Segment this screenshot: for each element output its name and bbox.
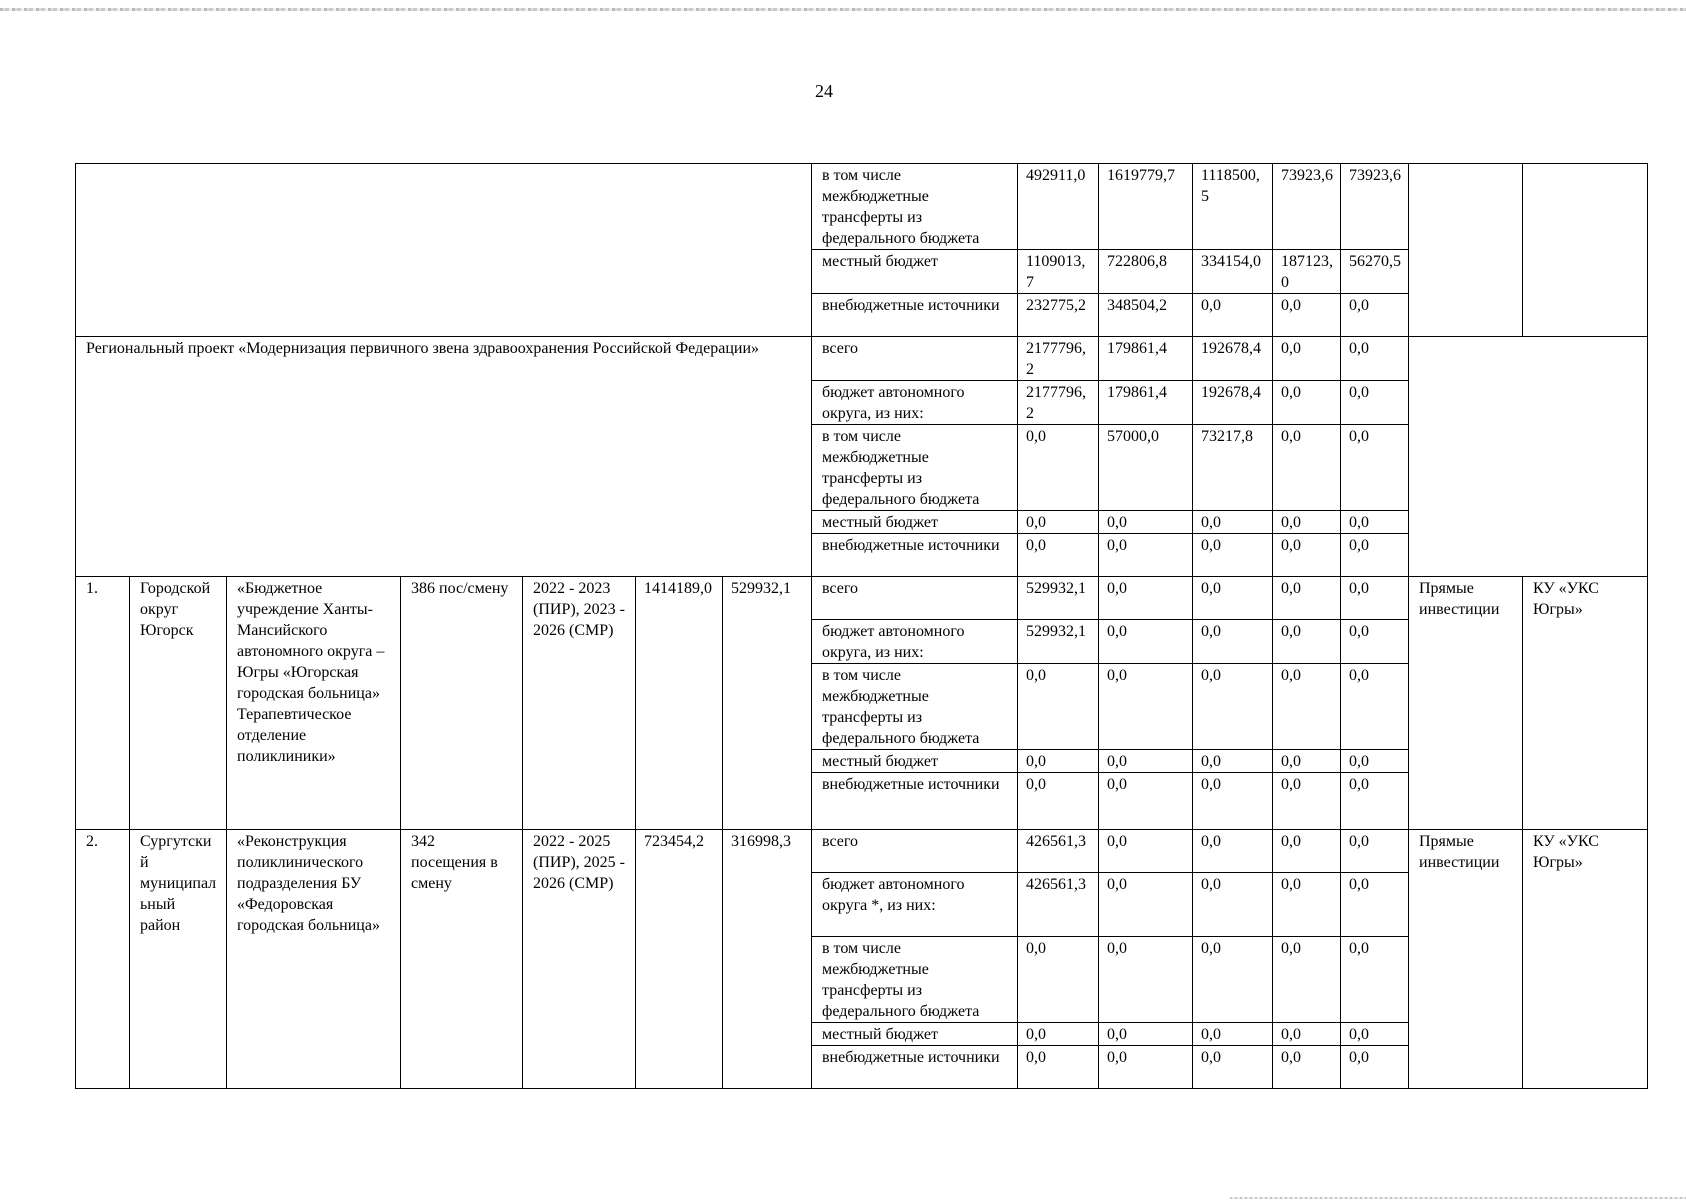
value-cell: 0,0 (1273, 620, 1341, 664)
funding-source-label: местный бюджет (812, 1023, 1018, 1046)
value-cell: 0,0 (1341, 534, 1409, 577)
funding-source-label: бюджет автономного округа *, из них: (812, 873, 1018, 937)
value-cell: 232775,2 (1018, 294, 1099, 337)
value-cell: 348504,2 (1099, 294, 1193, 337)
value-cell: 0,0 (1273, 381, 1341, 425)
blank-cell (1523, 164, 1648, 337)
object-capacity: 386 пос/смену (401, 577, 523, 830)
value-cell: 1619779,7 (1099, 164, 1193, 250)
value-cell: 0,0 (1018, 937, 1099, 1023)
value-cell: 0,0 (1193, 1023, 1273, 1046)
object-remaining-cost: 529932,1 (723, 577, 812, 830)
value-cell: 0,0 (1193, 750, 1273, 773)
object-number: 2. (76, 830, 130, 1089)
funding-source-label: всего (812, 830, 1018, 873)
funding-source-label: в том числе межбюджетные трансферты из федерального бюджета (812, 664, 1018, 750)
funding-source-label: в том числе межбюджетные трансферты из федерального бюджета (812, 425, 1018, 511)
value-cell: 0,0 (1341, 294, 1409, 337)
value-cell: 0,0 (1018, 425, 1099, 511)
value-cell: 0,0 (1341, 773, 1409, 830)
table-row (76, 830, 1648, 873)
value-cell: 0,0 (1341, 381, 1409, 425)
value-cell: 0,0 (1273, 937, 1341, 1023)
object-municipality: Сургутский муниципальный район (130, 830, 227, 1089)
funding-source-label: внебюджетные источники (812, 773, 1018, 830)
funding-source-label: внебюджетные источники (812, 294, 1018, 337)
value-cell: 57000,0 (1099, 425, 1193, 511)
value-cell: 0,0 (1099, 830, 1193, 873)
table-row (76, 164, 1648, 250)
value-cell: 73923,6 (1341, 164, 1409, 250)
funding-source-label: в том числе межбюджетные трансферты из федерального бюджета (812, 164, 1018, 250)
value-cell: 0,0 (1273, 534, 1341, 577)
value-cell: 0,0 (1099, 937, 1193, 1023)
value-cell: 0,0 (1341, 750, 1409, 773)
value-cell: 0,0 (1341, 664, 1409, 750)
value-cell: 0,0 (1341, 425, 1409, 511)
value-cell: 0,0 (1018, 1023, 1099, 1046)
value-cell: 0,0 (1273, 511, 1341, 534)
value-cell: 0,0 (1273, 750, 1341, 773)
funding-source-label: местный бюджет (812, 250, 1018, 294)
value-cell: 0,0 (1273, 873, 1341, 937)
value-cell: 0,0 (1018, 511, 1099, 534)
value-cell: 0,0 (1193, 294, 1273, 337)
funding-source-label: местный бюджет (812, 511, 1018, 534)
object-remaining-cost: 316998,3 (723, 830, 812, 1089)
value-cell: 0,0 (1099, 1046, 1193, 1089)
value-cell: 0,0 (1099, 1023, 1193, 1046)
value-cell: 426561,3 (1018, 830, 1099, 873)
value-cell: 0,0 (1193, 937, 1273, 1023)
value-cell: 192678,4 (1193, 381, 1273, 425)
customer: КУ «УКС Югры» (1523, 577, 1648, 830)
funding-source-label: бюджет автономного округа, из них: (812, 381, 1018, 425)
object-number: 1. (76, 577, 130, 830)
funding-source-label: в том числе межбюджетные трансферты из федерального бюджета (812, 937, 1018, 1023)
value-cell: 0,0 (1341, 620, 1409, 664)
scan-artifact-bottom (1230, 1197, 1686, 1199)
value-cell: 0,0 (1018, 664, 1099, 750)
table-row (76, 337, 1648, 381)
value-cell: 0,0 (1099, 534, 1193, 577)
investment-form: Прямые инвестиции (1409, 577, 1523, 830)
funding-source-label: всего (812, 337, 1018, 381)
funding-source-label: бюджет автономного округа, из них: (812, 620, 1018, 664)
value-cell: 0,0 (1193, 511, 1273, 534)
table-row (76, 577, 1648, 620)
funding-source-label: местный бюджет (812, 750, 1018, 773)
value-cell: 0,0 (1193, 773, 1273, 830)
funding-source-label: внебюджетные источники (812, 1046, 1018, 1089)
object-cost: 1414189,0 (636, 577, 723, 830)
funding-source-label: всего (812, 577, 1018, 620)
funding-source-label: внебюджетные источники (812, 534, 1018, 577)
value-cell: 0,0 (1341, 830, 1409, 873)
value-cell: 529932,1 (1018, 577, 1099, 620)
value-cell: 179861,4 (1099, 337, 1193, 381)
value-cell: 0,0 (1273, 294, 1341, 337)
value-cell: 2177796,2 (1018, 337, 1099, 381)
object-period: 2022 - 2023 (ПИР), 2023 - 2026 (СМР) (523, 577, 636, 830)
value-cell: 0,0 (1341, 511, 1409, 534)
object-name: «Бюджетное учреждение Ханты-Мансийского автономного округа – Югры «Югорская городская больница» Терапевтическое отделение поликлиники» (227, 577, 401, 830)
value-cell: 722806,8 (1099, 250, 1193, 294)
value-cell: 0,0 (1099, 511, 1193, 534)
value-cell: 73217,8 (1193, 425, 1273, 511)
value-cell: 0,0 (1273, 773, 1341, 830)
value-cell: 0,0 (1193, 577, 1273, 620)
value-cell: 0,0 (1193, 534, 1273, 577)
value-cell: 1118500,5 (1193, 164, 1273, 250)
value-cell: 0,0 (1273, 664, 1341, 750)
value-cell: 0,0 (1099, 773, 1193, 830)
object-cost: 723454,2 (636, 830, 723, 1089)
blank-merged-cell (76, 164, 812, 337)
value-cell: 187123,0 (1273, 250, 1341, 294)
value-cell: 56270,5 (1341, 250, 1409, 294)
investment-form: Прямые инвестиции (1409, 830, 1523, 1089)
object-municipality: Городской округ Югорск (130, 577, 227, 830)
blank-merged-cell (1409, 337, 1648, 577)
value-cell: 0,0 (1018, 773, 1099, 830)
value-cell: 0,0 (1273, 337, 1341, 381)
value-cell: 0,0 (1018, 1046, 1099, 1089)
object-period: 2022 - 2025 (ПИР), 2025 - 2026 (СМР) (523, 830, 636, 1089)
value-cell: 529932,1 (1018, 620, 1099, 664)
value-cell: 0,0 (1273, 830, 1341, 873)
value-cell: 0,0 (1273, 1046, 1341, 1089)
value-cell: 0,0 (1099, 664, 1193, 750)
value-cell: 426561,3 (1018, 873, 1099, 937)
object-name: «Реконструкция поликлинического подразделения БУ «Федоровская городская больница» (227, 830, 401, 1089)
value-cell: 0,0 (1273, 1023, 1341, 1046)
value-cell: 0,0 (1193, 830, 1273, 873)
value-cell: 0,0 (1341, 1023, 1409, 1046)
blank-cell (1409, 164, 1523, 337)
value-cell: 0,0 (1341, 873, 1409, 937)
scan-artifact-top (0, 8, 1686, 11)
value-cell: 0,0 (1099, 620, 1193, 664)
value-cell: 0,0 (1099, 750, 1193, 773)
value-cell: 0,0 (1193, 664, 1273, 750)
budget-table (75, 163, 1648, 1089)
value-cell: 334154,0 (1193, 250, 1273, 294)
customer: КУ «УКС Югры» (1523, 830, 1648, 1089)
value-cell: 0,0 (1341, 1046, 1409, 1089)
value-cell: 0,0 (1341, 337, 1409, 381)
object-capacity: 342 посещения в смену (401, 830, 523, 1089)
value-cell: 0,0 (1341, 937, 1409, 1023)
value-cell: 0,0 (1341, 577, 1409, 620)
regional-project-title: Региональный проект «Модернизация первичного звена здравоохранения Российской Федерации» (76, 337, 812, 577)
value-cell: 2177796,2 (1018, 381, 1099, 425)
value-cell: 0,0 (1018, 750, 1099, 773)
value-cell: 0,0 (1193, 1046, 1273, 1089)
value-cell: 0,0 (1099, 577, 1193, 620)
value-cell: 0,0 (1273, 425, 1341, 511)
value-cell: 0,0 (1273, 577, 1341, 620)
value-cell: 179861,4 (1099, 381, 1193, 425)
value-cell: 0,0 (1018, 534, 1099, 577)
value-cell: 0,0 (1193, 620, 1273, 664)
page-number: 24 (815, 81, 833, 101)
value-cell: 0,0 (1193, 873, 1273, 937)
value-cell: 0,0 (1099, 873, 1193, 937)
value-cell: 1109013,7 (1018, 250, 1099, 294)
value-cell: 73923,6 (1273, 164, 1341, 250)
value-cell: 492911,0 (1018, 164, 1099, 250)
value-cell: 192678,4 (1193, 337, 1273, 381)
